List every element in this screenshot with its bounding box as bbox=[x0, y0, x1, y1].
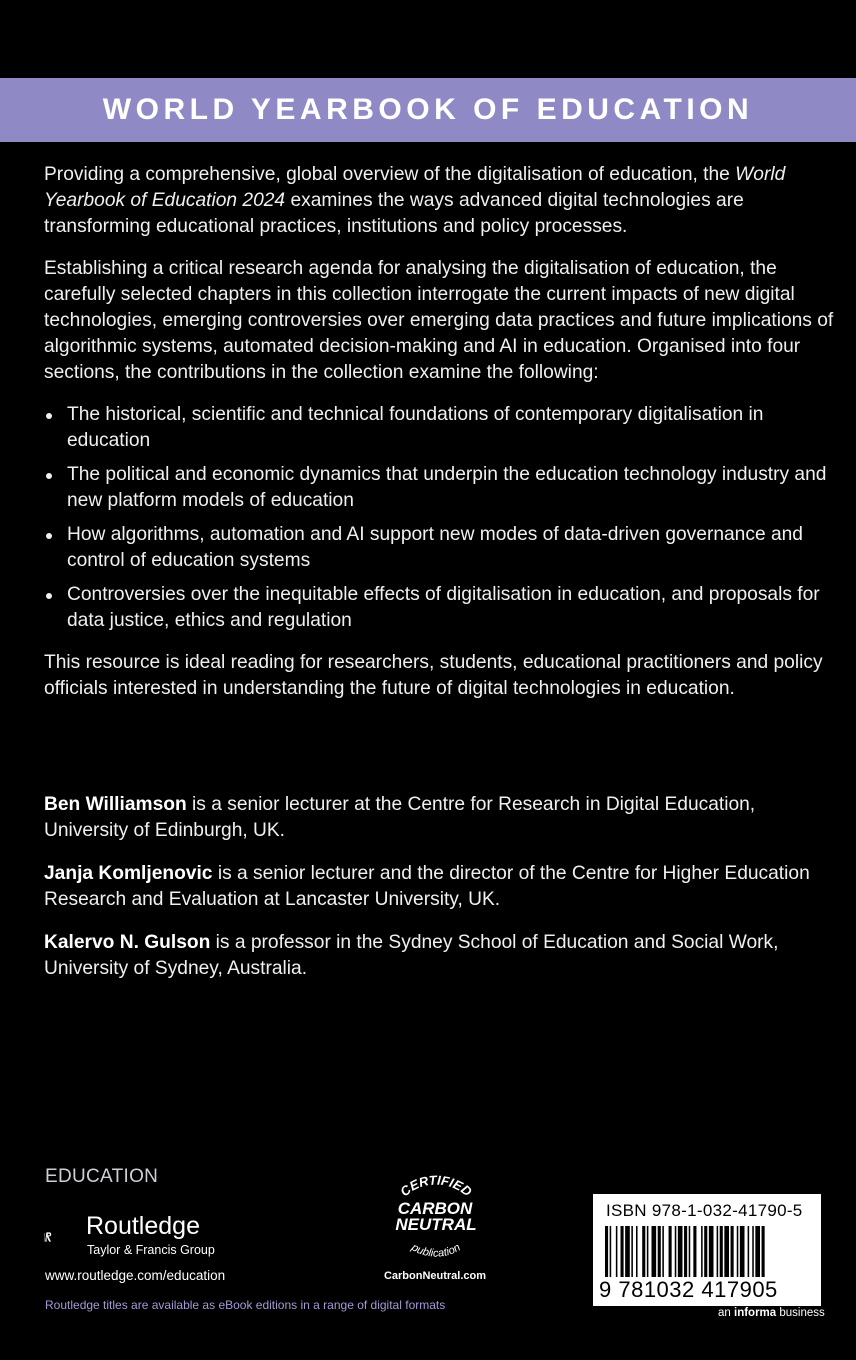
barcode-digits: 9 781032 417905 bbox=[599, 1277, 778, 1302]
author-name: Ben Williamson bbox=[44, 794, 187, 815]
publisher-url: www.routledge.com/education bbox=[45, 1268, 226, 1283]
publisher-group: Taylor & Francis Group bbox=[87, 1243, 215, 1257]
author-bio: Kalervo N. Gulson is a professor in the Sydney School of Education and Social Work, University of Sydney, Australia. bbox=[44, 932, 779, 979]
blurb-paragraph-3: This resource is ideal reading for researchers, students, educational practitioners and policy officials interested in understanding the future of digital technologies in education. bbox=[44, 652, 823, 699]
title-banner bbox=[0, 78, 856, 142]
author-name: Janja Komljenovic bbox=[44, 863, 213, 884]
svg-text:ROUTLEDGE: ROUTLEDGE bbox=[45, 1232, 46, 1242]
blurb-paragraph-2: Establishing a critical research agenda for analysing the digitalisation of education, the carefully selected chapters in this collection interrogate the current impacts of new digital technologies, emerging controversies over emerging data practices and future implications of algorithmic systems, automated decision-making and AI in education. Organised into four sections, the contributions in the collection examine the following: bbox=[44, 258, 834, 383]
subject-category: EDUCATION bbox=[45, 1166, 159, 1187]
list-item: How algorithms, automation and AI support new modes of data-driven governance and control of education systems bbox=[44, 522, 834, 574]
author-bio: Janja Komljenovic is a senior lecturer and the director of the Centre for Higher Education Research and Evaluation at Lancaster University, UK. bbox=[44, 863, 810, 910]
blurb bbox=[44, 162, 834, 718]
publisher-name: Routledge bbox=[86, 1212, 200, 1240]
isbn-label: ISBN 978-1-032-41790-5 bbox=[606, 1201, 803, 1220]
author-name: Kalervo N. Gulson bbox=[44, 932, 211, 953]
author-bios bbox=[44, 792, 834, 999]
carbon-neutral-badge-icon bbox=[380, 1168, 490, 1283]
list-item: The political and economic dynamics that underpin the education technology industry and new platform models of education bbox=[44, 462, 834, 514]
list-item: Controversies over the inequitable effects of digitalisation in education, and proposals for data justice, ethics and regulation bbox=[44, 582, 834, 634]
svg-text:CERTIFIED: CERTIFIED bbox=[397, 1172, 475, 1200]
routledge-logo-icon bbox=[44, 1212, 84, 1262]
series-title: WORLD YEARBOOK OF EDUCATION bbox=[102, 93, 754, 126]
svg-text:publication: publication bbox=[409, 1241, 463, 1260]
blurb-paragraph-1: Providing a comprehensive, global overview of the digitalisation of education, the World Yearbook of Education 2024 examines the ways advanced digital technologies are transforming educational practices, institutions and policy processes. bbox=[44, 164, 786, 237]
bullet-list bbox=[44, 402, 834, 634]
carbon-neutral-url: CarbonNeutral.com bbox=[383, 1270, 487, 1282]
author-bio: Ben Williamson is a senior lecturer at the Centre for Research in Digital Education, University of Edinburgh, UK. bbox=[44, 794, 756, 841]
book-title-italic: World Yearbook of Education 2024 bbox=[44, 164, 786, 211]
ebook-note: Routledge titles are available as eBook editions in a range of digital formats bbox=[45, 1298, 446, 1312]
list-item: The historical, scientific and technical foundations of contemporary digitalisation in education bbox=[44, 402, 834, 454]
svg-text:NEUTRAL: NEUTRAL bbox=[395, 1215, 477, 1234]
informa-business-label: an informa business bbox=[718, 1307, 825, 1319]
svg-text:CARBON: CARBON bbox=[397, 1199, 473, 1218]
isbn-barcode-box bbox=[593, 1194, 821, 1306]
